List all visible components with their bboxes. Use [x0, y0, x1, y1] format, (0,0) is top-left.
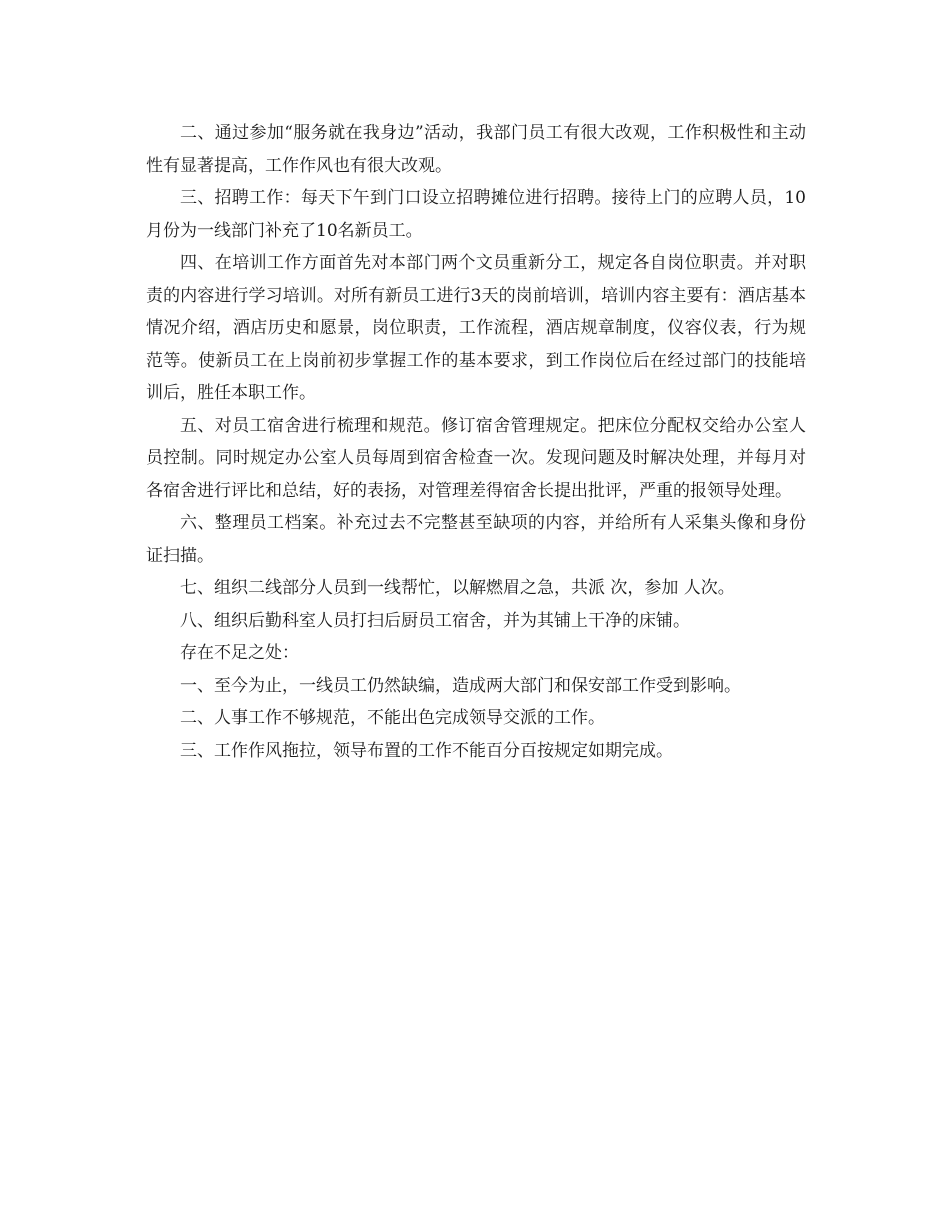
paragraph-service-activity: 二、通过参加“服务就在我身边”活动，我部门员工有很大改观，工作积极性和主动性有显著提高，工作作风也有很大改观。: [146, 123, 806, 176]
paragraph-logistics-cleaning: 八、组织后勤科室人员打扫后厨员工宿舍，并为其铺上干净的床铺。: [180, 610, 690, 631]
paragraph-second-line-support: 七、组织二线部分人员到一线帮忙，以解燃眉之急，共派 次，参加 人次。: [180, 578, 735, 598]
section-heading-shortcomings: 存在不足之处：: [180, 643, 299, 663]
paragraph-employee-files: 六、整理员工档案。补充过去不完整甚至缺项的内容，并给所有人采集头像和身份证扫描。: [146, 513, 806, 566]
paragraph-training: 四、在培训工作方面首先对本部门两个文员重新分工，规定各自岗位职责。并对职责的内容进行学习培训。对所有新员工进行3天的岗前培训，培训内容主要有：酒店基本情况介绍，酒店历史和愿景，岗位职责，工作流程，酒店规章制度，仪容仪表，行为规范等。使新员工在上岗前初步掌握工作的基本要求，到工作岗位后在经过部门的技能培训后，胜任本职工作。: [146, 253, 806, 403]
shortcoming-item-3: 三、工作作风拖拉，领导布置的工作不能百分百按规定如期完成。: [180, 740, 673, 761]
paragraph-recruitment: 三、招聘工作：每天下午到门口设立招聘摊位进行招聘。接待上门的应聘人员，10月份为一线部门补充了10名新员工。: [146, 188, 806, 241]
document-body: [146, 117, 806, 767]
shortcoming-item-1: 一、至今为止，一线员工仍然缺编，造成两大部门和保安部工作受到影响。: [180, 675, 741, 696]
paragraph-dormitory: 五、对员工宿舍进行梳理和规范。修订宿舍管理规定。把床位分配权交给办公室人员控制。同时规定办公室人员每周到宿舍检查一次。发现问题及时解决处理，并每月对各宿舍进行评比和总结，好的表扬，对管理差得宿舍长提出批评，严重的报领导处理。: [146, 415, 806, 501]
shortcoming-item-2: 二、人事工作不够规范，不能出色完成领导交派的工作。: [180, 708, 605, 728]
